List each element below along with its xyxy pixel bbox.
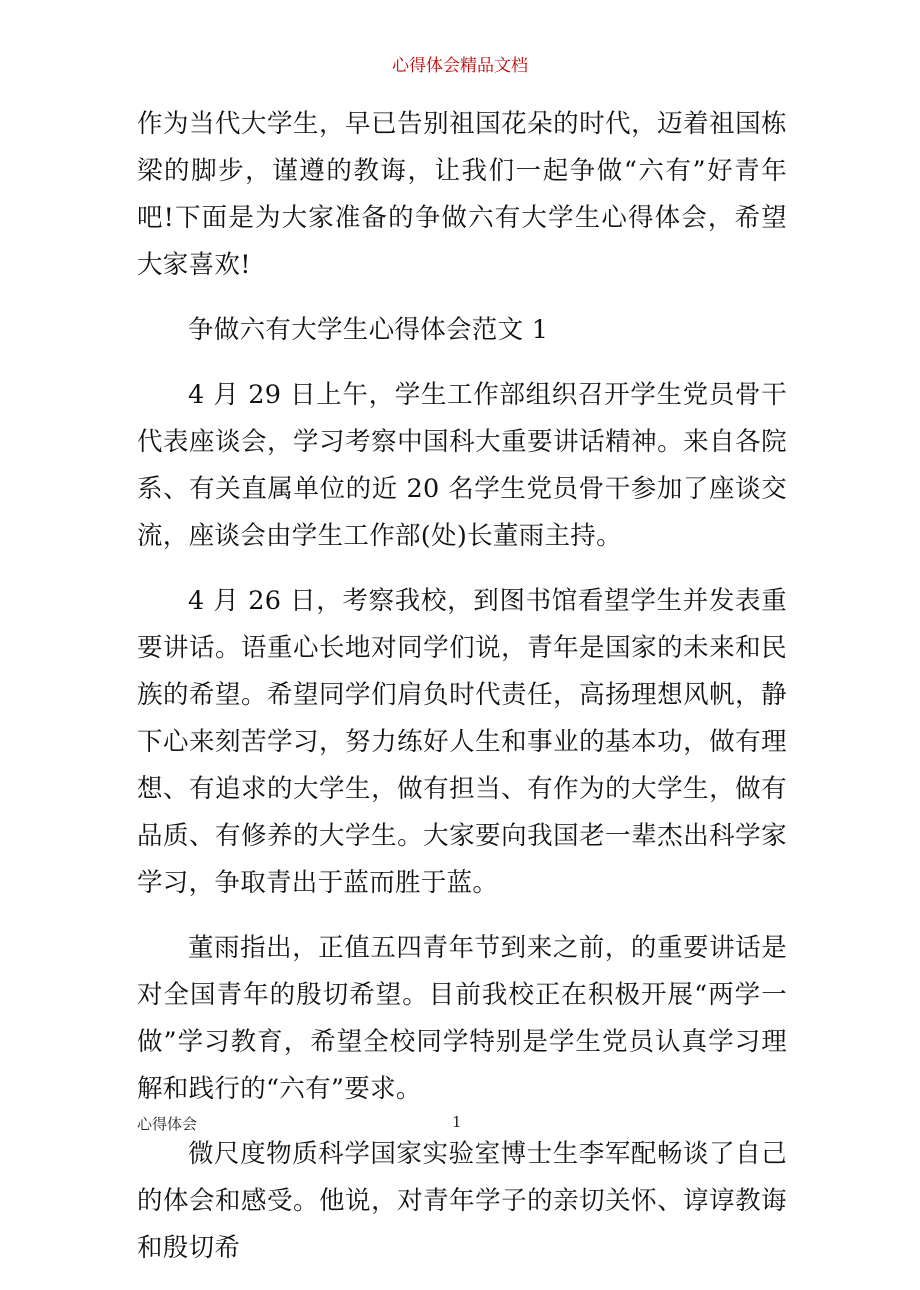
page-number: 1 [452,1113,462,1131]
intro-paragraph: 作为当代大学生，早已告别祖国花朵的时代，迈着祖国栋梁的脚步，谨遵的教诲，让我们一起争做“六有”好青年吧!下面是为大家准备的争做六有大学生心得体会，希望大家喜欢! [137,109,787,280]
footer-label: 心得体会 [137,1115,198,1133]
body-paragraph: 微尺度物质科学国家实验室博士生李军配畅谈了自己的体会和感受。他说，对青年学子的亲切关怀、谆谆教诲和殷切希 [137,1139,787,1263]
page-header-title: 心得体会精品文档 [392,56,528,76]
document-body [137,101,787,1290]
section-heading: 争做六有大学生心得体会范文 1 [188,315,549,345]
body-paragraph: 董雨指出，正值五四青年节到来之前，的重要讲话是对全国青年的殷切希望。目前我校正在积极开展“两学一做”学习教育，希望全校同学特别是学生党员认真学习理解和践行的“六有”要求。 [137,933,787,1104]
body-paragraph: 4 月 26 日，考察我校，到图书馆看望学生并发表重要讲话。语重心长地对同学们说，青年是国家的未来和民族的希望。希望同学们肩负时代责任，高扬理想风帆，静下心来刻苦学习，努力练好人生和事业的基本功，做有理想、有追求的大学生，做有担当、有作为的大学生，做有品质、有修养的大学生。大家要向我国老一辈杰出科学家学习，争取青出于蓝而胜于蓝。 [137,586,787,898]
body-paragraph: 4 月 29 日上午，学生工作部组织召开学生党员骨干代表座谈会，学习考察中国科大重要讲话精神。来自各院系、有关直属单位的近 20 名学生党员骨干参加了座谈交流，座谈会由学生工作部(处)长董雨主持。 [137,380,787,551]
